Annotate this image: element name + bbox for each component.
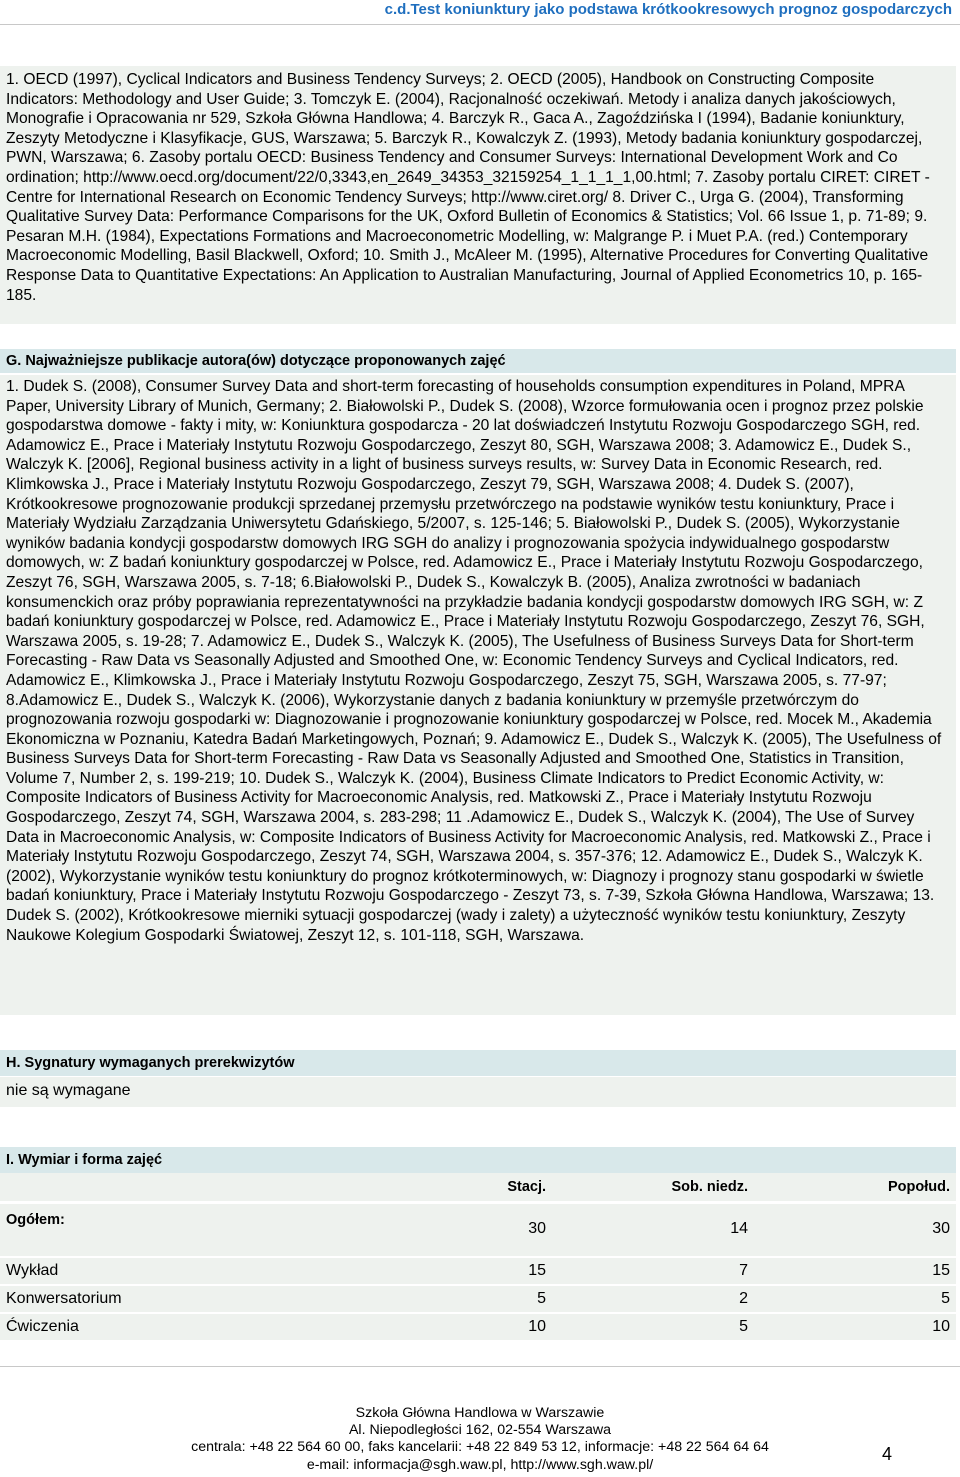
page-number: 4 <box>881 1444 892 1464</box>
table-cell: 30 <box>528 1220 546 1237</box>
document-header: c.d.Test koniunktury jako podstawa krótkookresowych prognoz gospodarczych <box>384 1 952 18</box>
table-cell: 7 <box>739 1262 748 1279</box>
footer-line: centrala: +48 22 564 60 00, faks kancelarii: +48 22 849 53 12, informacje: +48 22 564 64 64 <box>191 1439 769 1455</box>
column-header: Popołud. <box>887 1179 950 1195</box>
section-g-block <box>0 375 956 1015</box>
section-i-title: I. Wymiar i forma zajęć <box>0 1147 956 1173</box>
row-label: Konwersatorium <box>6 1290 122 1307</box>
table-header-row <box>0 1173 956 1201</box>
table-cell: 30 <box>932 1220 950 1237</box>
table-cell: 15 <box>932 1262 950 1279</box>
table-cell: 5 <box>739 1318 748 1335</box>
column-header: Stacj. <box>507 1179 546 1195</box>
table-cell: 14 <box>730 1220 748 1237</box>
row-label: Ćwiczenia <box>6 1318 79 1335</box>
header-divider <box>0 24 960 25</box>
table-row <box>0 1314 956 1340</box>
table-row <box>0 1286 956 1312</box>
section-g-text: 1. Dudek S. (2008), Consumer Survey Data and short-term forecasting of households consumption expenditures in Poland, MPRA Paper, University Library of Munich, Germany; 2. Białowolski P., Dudek S. (2008), Wzorce formułowania ocen i prognoz przez polskie gospodarstwa domowe - fakty i mity, w: Koniunktura gospodarcza - 20 lat doświadczeń Instytutu Rozwoju Gospodarczego SGH, red. Adamowicz E., Prace i Materiały Instytutu Rozwoju Gospodarczego, Zeszyt 80, SGH, Warszawa 2008; 3. Adamowicz E., Dudek S., Walczyk K. [2006], Regional business activity in a light of business surveys results, w: Survey Data in Economic Research, red. Klimkowska J., Prace i Materiały Instytutu Rozwoju Gospodarczego, Zeszyt 79, SGH, Warszawa 2008; 4. Dudek S. (2007), Krótkookresowe prognozowanie produkcji sprzedanej przemysłu przetwórczego na podstawie wyników testu koniunktury, Prace i Materiały Wydziału Zarządzania Uniwersytetu Gdańskiego, 5/2007, s. 125-146; 5. Białowolski P., Dudek S. (2005), Wykorzystanie wyników badania kondycji gospodarstw domowych IRG SGH do analizy i prognozowania spożycia indywidualnego gospodarstw domowych, w: Z badań koniunktury gospodarczej w Polsce, red. Adamowicz E., Prace i Materiały Instytutu Rozwoju Gospodarczego, Zeszyt 76, SGH, Warszawa 2005, s. 7-18; 6.Białowolski P., Dudek S., Kowalczyk B. (2005), Analiza zwrotności w badaniach konsumenckich oraz próby poprawiania reprezentatywności na przykładzie badania kondycji gospodarstw domowych IRG SGH, w: Z badań koniunktury gospodarczej w Polsce, red. Adamowicz E., Prace i Materiały Instytutu Rozwoju Gospodarczego, Zeszyt 76, SGH, Warszawa 2005, s. 19-28; 7. Adamowicz E., Dudek S., Walczyk K. (2005), The Usefulness of Business Surveys Data for Short-term Forecasting - Raw Data vs Seasonally Adjusted and Smoothed One, w: Economic Tendency Surveys and Cyclical Indicators, red. Adamowicz E., Klimkowska J., Prace i Materiały Instytutu Rozwoju Gospodarczego, Zeszyt 75, SGH, Warszawa 2005, s. 77-97; 8.Adamowicz E., Dudek S., Walczyk K. (2006), Wykorzystanie danych z badania koniunktury w przemyśle przetwórczym do prognozowania rozwoju gospodarki w: Diagnozowanie i prognozowanie koniunktury gospodarczej w Polsce, red. Mocek M., Akademia Ekonomiczna w Poznaniu, Katedra Badań Marketingowych, Poznań; 9. Adamowicz E., Dudek S., Walczyk K. (2005), The Usefulness of Business Surveys Data for Short-term Forecasting - Raw Data vs Seasonally Adjusted and Smoothed One, Statistics in Transition, Volume 7, Number 2, s. 199-219; 10. Dudek S., Walczyk K. (2004), Business Climate Indicators to Predict Economic Activity, w: Composite Indicators of Business Activity for Macroeconomic Analysis, red. Matkowski Z., Prace i Materiały Instytutu Rozwoju Gospodarczego, Zeszyt 74, SGH, Warszawa 2004, s. 283-298; 11 .Adamowicz E., Dudek S., Walczyk K. (2004), The Use of Survey Data in Macroeconomic Analysis, w: Composite Indicators of Business Activity for Macroeconomic Analysis, red. Matkowski Z., Prace i Materiały Instytutu Rozwoju Gospodarczego, Zeszyt 74, SGH, Warszawa 2004, s. 357-376; 12. Adamowicz E., Dudek S., Walczyk K. (2002), Wykorzystanie wyników testu koniunktury do prognoz krótkoterminowych, w: Diagnozy i prognozy stanu gospodarki w świetle badań koniunktury, Prace i Materiały Instytutu Rozwoju Gospodarczego - Zeszyt 73, s. 7-39, Szkoła Główna Handlowa, Warszawa; 13. Dudek S. (2002), Krótkookresowe mierniki sytuacji gospodarczej (wady i zalety) a użyteczność wyników testu koniunktury, Zeszyty Naukowe Kolegium Gospodarki Światowej, Zeszyt 12, s. 101-118, SGH, Warszawa. <box>6 378 942 944</box>
section-g-title: G. Najważniejsze publikacje autora(ów) dotyczące proponowanych zajęć <box>0 349 956 373</box>
footer-divider <box>0 1366 960 1367</box>
section-h-title: H. Sygnatury wymaganych prerekwizytów <box>0 1050 956 1076</box>
row-label: Wykład <box>6 1262 59 1279</box>
footer-line: e-mail: informacja@sgh.waw.pl, http://www.sgh.waw.pl/ <box>306 1457 654 1473</box>
section-h-block <box>0 1077 956 1107</box>
table-cell: 2 <box>739 1290 748 1307</box>
literature-text: 1. OECD (1997), Cyclical Indicators and Business Tendency Surveys; 2. OECD (2005), Handbook on Constructing Composite Indicators: Methodology and User Guide; 3. Tomczyk E. (2004), Racjonalność oczekiwań. Metody i analiza danych jakościowych, Monografie i Opracowania nr 529, Szkoła Główna Handlowa; 4. Barczyk R., Gaca A., Zagoździńska I (1994), Badanie koniunktury, Zeszyty Metodyczne i Klasyfikacje, GUS, Warszawa; 5. Barczyk R., Kowalczyk Z. (1993), Metody badania koniunktury gospodarczej, PWN, Warszawa; 6. Zasoby portalu OECD: Business Tendency and Consumer Surveys: International Development Work and Co ordination; http://www.oecd.org/document/22/0,3343,en_2649_34353_32159254_1_1_1_1,00.html; 7. Zasoby portalu CIRET: CIRET - Centre for International Research on Economic Tendency Surveys; http://www.ciret.org/ 8. Driver C., Urga G. (2004), Transforming Qualitative Survey Data: Performance Comparisons for the UK, Oxford Bulletin of Economics & Statistics; Vol. 66 Issue 1, p. 71-89; 9. Pesaran M.H. (1984), Expectations Formations and Macroeconometric Modelling, w: Malgrange P. i Muet P.A. (red.) Contemporary Macroeconomic Modelling, Basil Blackwell, Oxford; 10. Smith J., McAleer M. (1995), Alternative Procedures for Converting Qualitative Response Data to Quantitative Expectations: An Application to Australian Manufacturing, Journal of Applied Econometrics 10, p. 165-185. <box>6 71 930 304</box>
column-header: Sob. niedz. <box>671 1179 748 1195</box>
table-row <box>0 1258 956 1284</box>
table-cell: 10 <box>932 1318 950 1335</box>
row-label: Ogółem: <box>6 1212 65 1228</box>
table-row <box>0 1204 956 1256</box>
footer-line: Szkoła Główna Handlowa w Warszawie <box>355 1405 605 1421</box>
table-cell: 5 <box>941 1290 950 1307</box>
table-cell: 10 <box>528 1318 546 1335</box>
literature-block <box>0 66 956 324</box>
table-cell: 15 <box>528 1262 546 1279</box>
footer-line: Al. Niepodległości 162, 02-554 Warszawa <box>348 1422 612 1438</box>
table-cell: 5 <box>537 1290 546 1307</box>
section-h-text: nie są wymagane <box>6 1082 131 1099</box>
